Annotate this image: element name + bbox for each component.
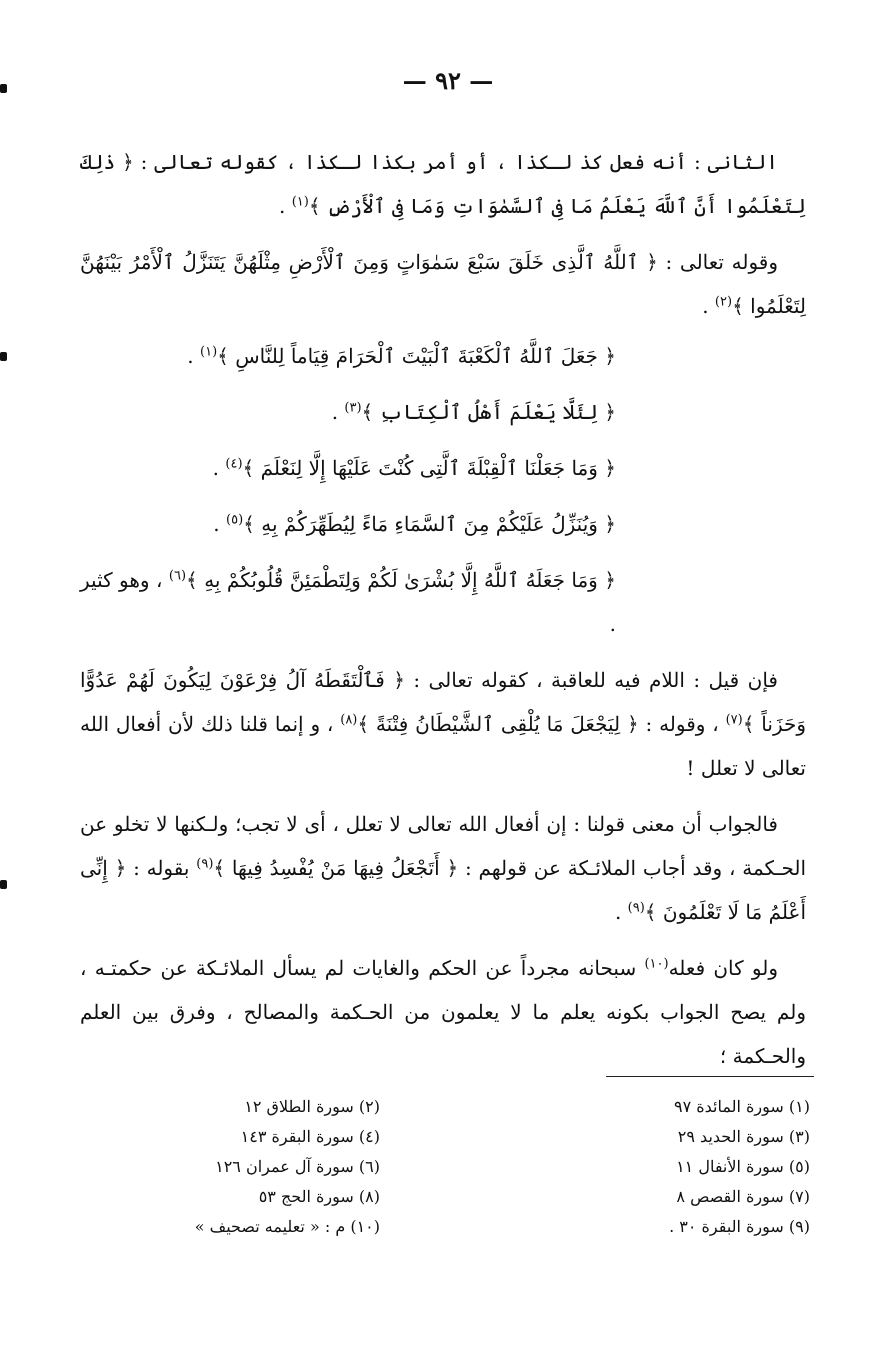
footnote-item: (٧) سورة القصص ٨ bbox=[676, 1187, 810, 1206]
paragraph-end: . bbox=[278, 194, 292, 218]
paragraph-text: فإن قيل : اللام فيه للعاقبة ، كقوله تعالى : ﴿ فَٱلْتَقَطَهُ آلُ فِرْعَوْنَ لِيَكُونَ لَهُمْ عَدُوًّا وَحَزَناً ﴾ bbox=[80, 668, 807, 736]
paragraph-text: بقوله : ﴿ إِنِّى أَعْلَمُ مَا لَا تَعْلَمُونَ ﴾ bbox=[80, 856, 806, 924]
paragraph-text: ، وقوله : ﴿ لِيَجْعَلَ مَا يُلْقِى ٱلشَّيْطَانُ فِتْنَةً ﴾ bbox=[357, 712, 726, 736]
footnote-ref: (٧) bbox=[725, 712, 743, 728]
footnote-item: (١٠) م : « تعليمه تصحيف » bbox=[194, 1217, 380, 1236]
footnote-item: (٦) سورة آل عمران ١٢٦ bbox=[215, 1157, 380, 1176]
footnote-item: (٨) سورة الحج ٥٣ bbox=[258, 1187, 380, 1206]
paragraph-objection bbox=[80, 658, 806, 790]
verse-text: ﴿ جَعَلَ ٱللَّهُ ٱلْكَعْبَةَ ٱلْبَيْتَ ٱلْحَرَامَ قِيَاماً لِلنَّاسِ ﴾ bbox=[217, 344, 616, 368]
verse-text: ﴿ وَيُنَزِّلُ عَلَيْكُمْ مِنَ ٱلسَّمَاءِ مَاءً لِيُطَهِّرَكُمْ بِهِ ﴾ bbox=[243, 512, 616, 536]
footnote-ref: (٢) bbox=[714, 294, 733, 310]
verse-end: . bbox=[331, 400, 345, 424]
footnote-ref: (١٠) bbox=[644, 956, 669, 972]
footnote-item: (٩) سورة البقرة ٣٠ . bbox=[669, 1217, 810, 1236]
scan-edge-mark bbox=[0, 84, 7, 93]
footnote-item: (٣) سورة الحديد ٢٩ bbox=[677, 1127, 810, 1146]
footnote-ref: (٦) bbox=[168, 568, 187, 584]
quote-line-1 bbox=[80, 334, 806, 378]
footnote-ref: (٨) bbox=[340, 712, 358, 728]
footnote-ref: (٣) bbox=[344, 400, 362, 416]
quote-line-5 bbox=[80, 558, 806, 646]
footnote-ref: (١) bbox=[291, 194, 309, 210]
paragraph-text: الثانى : أنه فعل كذ لـكذا ، أو أمر بكذا لـكذا ، كقوله تعالى : ﴿ ذٰلِكَ لِتَعْلَمُوا أَنَّ ٱللَّهَ يَعْلَمُ مَا فِى ٱلسَّمٰوَاتِ وَمَا فِى ٱلْأَرْضِ ﴾ bbox=[80, 150, 806, 218]
page-number: — ٩٢ — bbox=[402, 66, 494, 95]
verse-end: . bbox=[187, 344, 200, 368]
paragraph-second-point bbox=[80, 140, 806, 228]
paragraph-talaq-verse bbox=[80, 240, 806, 328]
verse-end: . bbox=[213, 512, 227, 536]
verse-end: . bbox=[212, 456, 226, 480]
footnote-ref: (٥) bbox=[226, 512, 244, 528]
paragraph-text: فالجواب أن معنى قولنا : إن أفعال الله تعالى لا تعلل ، أى لا تجب؛ ولـكنها لا تخلو عن الحـكمة ، وقد أجاب الملائـكة عن قولهم : ﴿ أَتَجْعَلُ فِيهَا مَنْ يُفْسِدُ فِيهَا ﴾ bbox=[80, 812, 807, 880]
verse-text: ﴿ وَمَا جَعَلْنَا ٱلْقِبْلَةَ ٱلَّتِى كُنْتَ عَلَيْهَا إِلَّا لِنَعْلَمَ ﴾ bbox=[242, 456, 616, 480]
footnotes-left-column bbox=[140, 1092, 380, 1242]
paragraph-end: . bbox=[702, 294, 715, 318]
verse-text: ﴿ لِئَلَّا يَعْلَمَ أَهْلُ ٱلْكِتَابِ ﴾ bbox=[361, 400, 616, 424]
verse-end: ، وهو كثير . bbox=[80, 568, 616, 636]
footnote-divider bbox=[606, 1076, 814, 1077]
quote-line-3 bbox=[80, 446, 806, 490]
paragraph-text: ولو كان فعله bbox=[668, 956, 778, 980]
footnote-ref: (٩) bbox=[196, 856, 214, 872]
paragraph-text: سبحانه مجرداً عن الحكم والغايات لم يسأل الملائـكة عن حكمتـه ، ولم يصح الجواب بكونه يعلم ما لا يعلمون من الحـكمة والمصالح ، وفرق بين العلم والحـكمة ؛ bbox=[80, 956, 806, 1068]
footnote-ref: (١) bbox=[200, 344, 218, 360]
main-text bbox=[80, 140, 806, 1090]
paragraph-text: وقوله تعالى : ﴿ ٱللَّهُ ٱلَّذِى خَلَقَ سَبْعَ سَمٰوَاتٍ وَمِنَ ٱلْأَرْضِ مِثْلَهُنَّ يَتَنَزَّلُ ٱلْأَمْرُ بَيْنَهُنَّ لِتَعْلَمُوا ﴾ bbox=[80, 250, 806, 318]
paragraph-text: ، و إنما قلنا ذلك لأن أفعال الله تعالى لا تعلل ! bbox=[80, 712, 806, 780]
verse-text: ﴿ وَمَا جَعَلَهُ ٱللَّهُ إِلَّا بُشْرَىٰ لَكُمْ وَلِتَطْمَئِنَّ قُلُوبُكُمْ بِهِ ﴾ bbox=[186, 568, 616, 592]
footnote-ref: (٩) bbox=[627, 900, 645, 916]
footnote-item: (١) سورة المائدة ٩٧ bbox=[674, 1097, 810, 1116]
paragraph-end: . bbox=[614, 900, 628, 924]
footnotes-right-column bbox=[600, 1092, 810, 1242]
quote-line-2 bbox=[80, 390, 806, 434]
paragraph-conclusion bbox=[80, 946, 806, 1078]
footnote-ref: (٤) bbox=[225, 456, 243, 472]
footnote-item: (٤) سورة البقرة ١٤٣ bbox=[240, 1127, 380, 1146]
paragraph-answer bbox=[80, 802, 806, 934]
footnote-item: (٢) سورة الطلاق ١٢ bbox=[244, 1097, 380, 1116]
scan-edge-mark bbox=[0, 880, 7, 889]
quote-line-4 bbox=[80, 502, 806, 546]
footnote-item: (٥) سورة الأنفال ١١ bbox=[676, 1157, 810, 1176]
scan-edge-mark bbox=[0, 352, 7, 361]
